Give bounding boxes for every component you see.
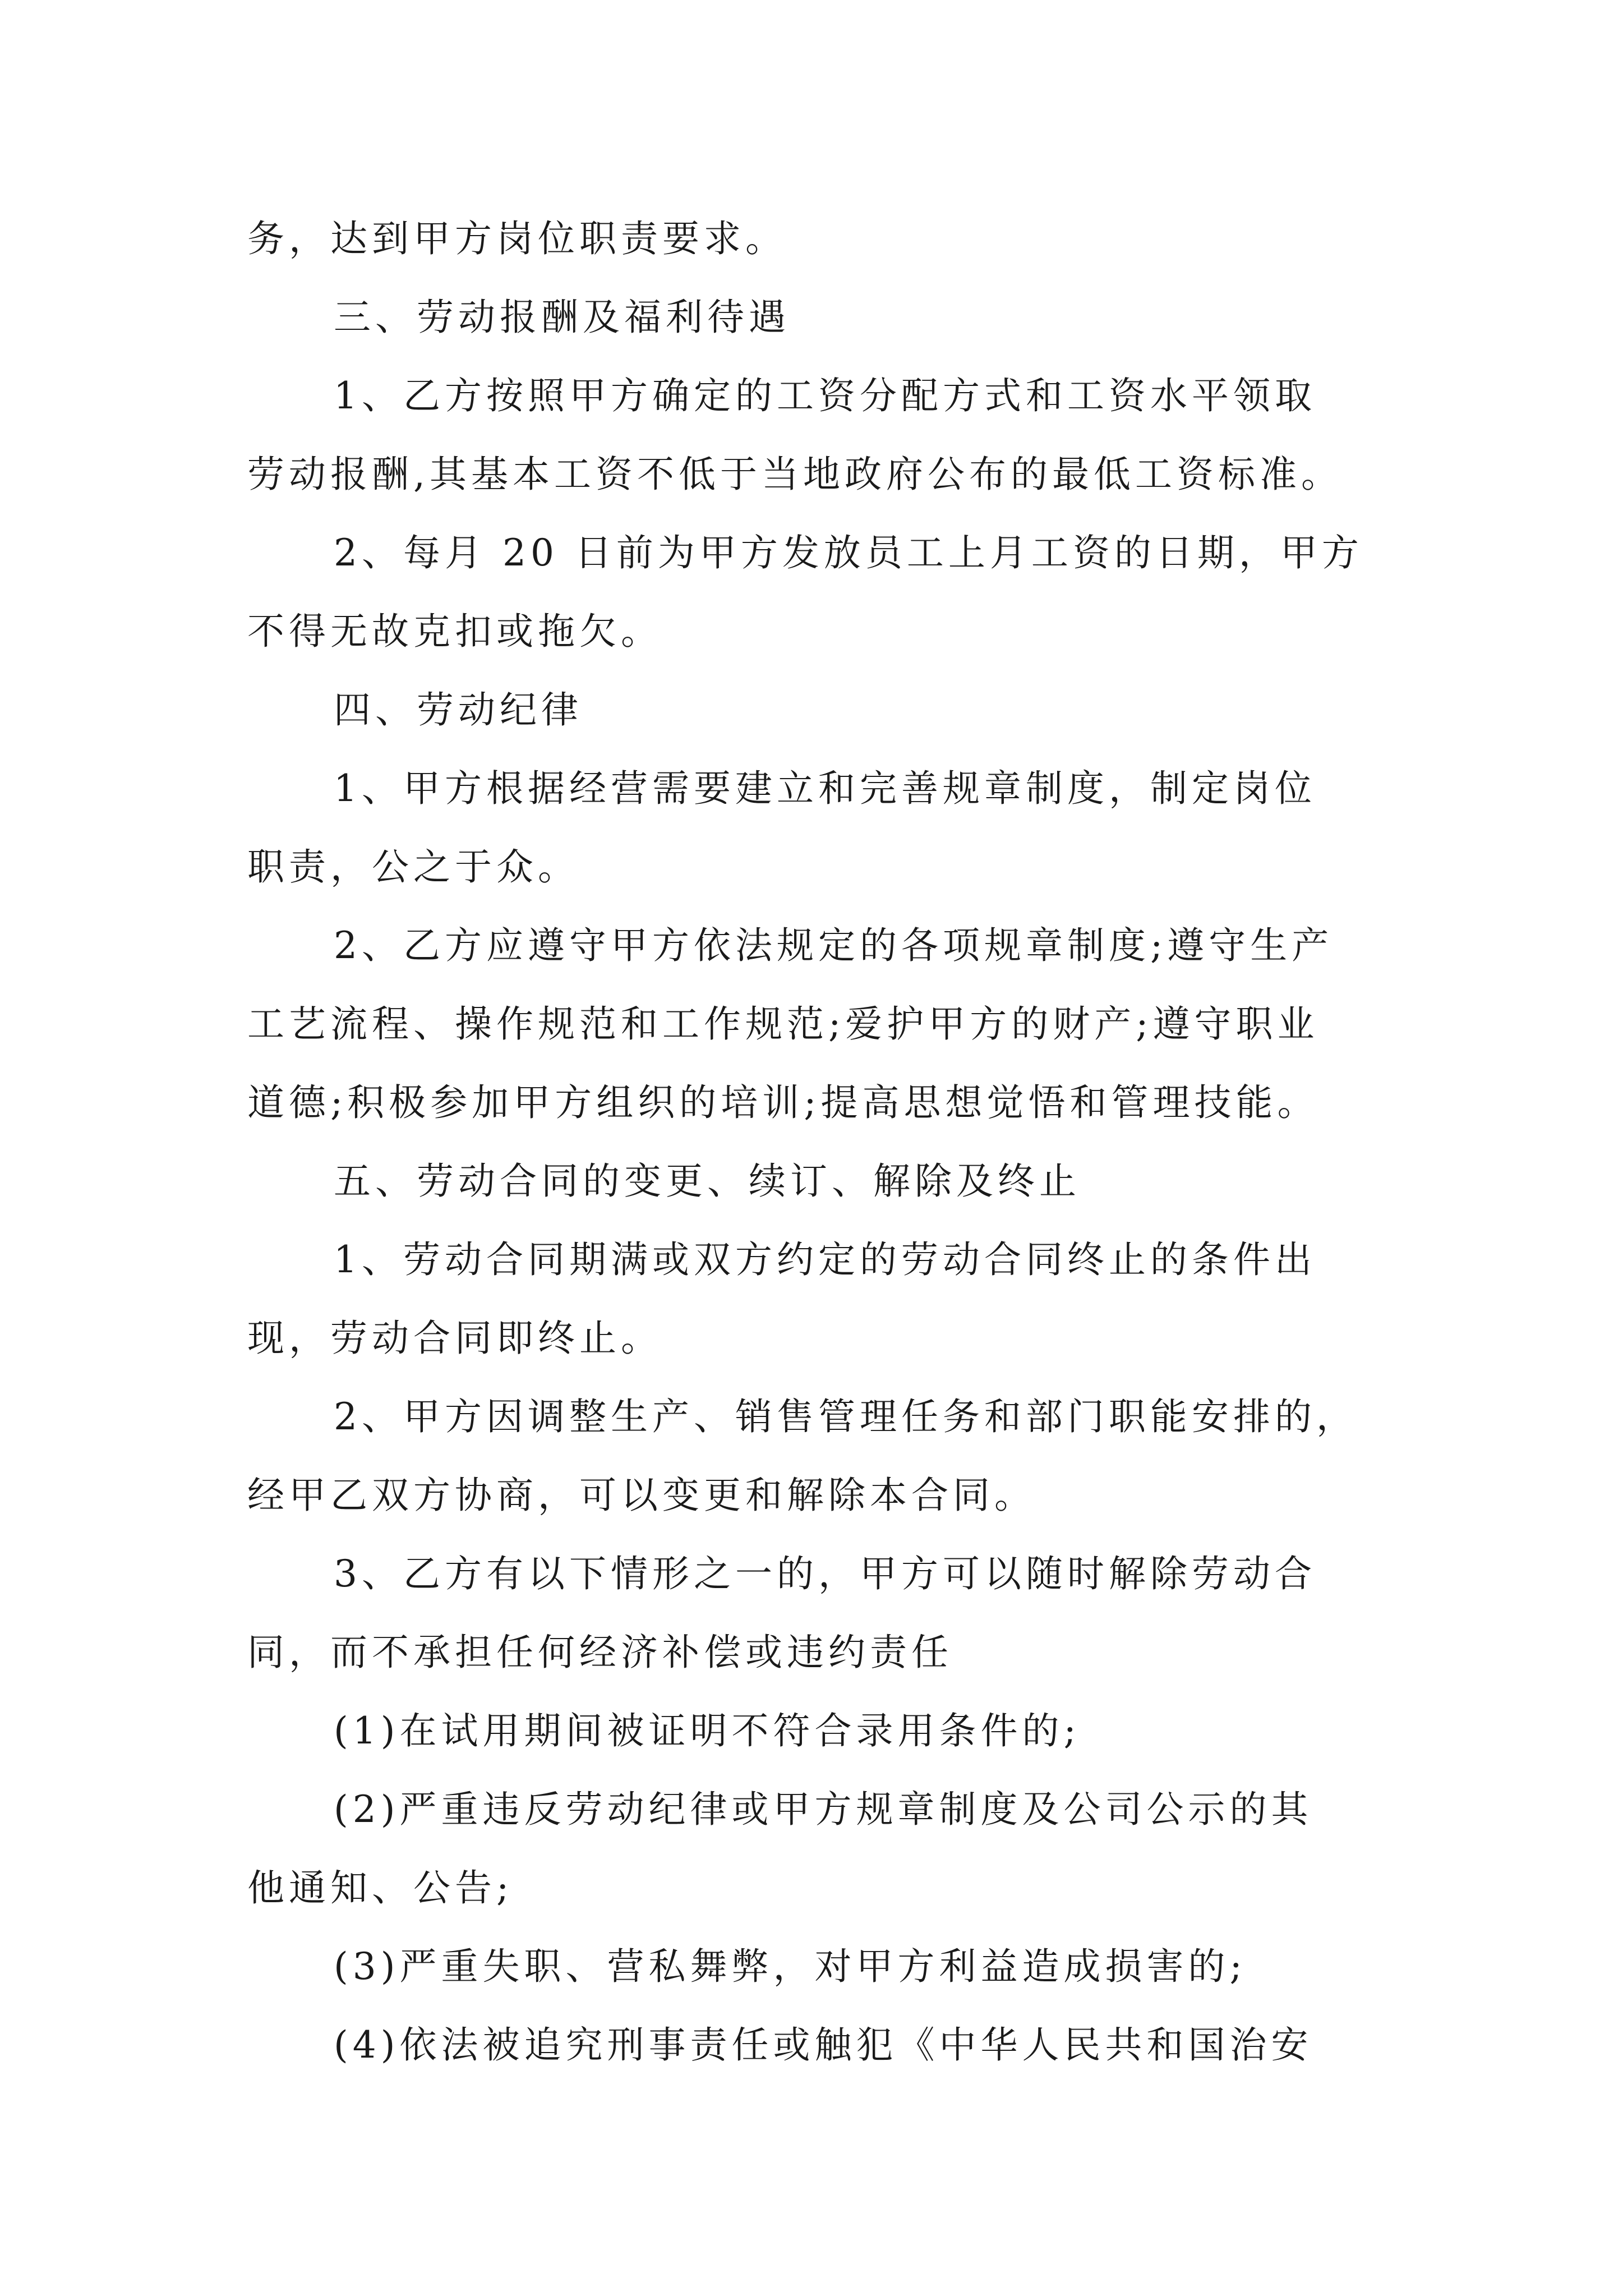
text-line: 经甲乙双方协商，可以变更和解除本合同。 <box>247 1474 1036 1517</box>
list-item: (3)严重失职、营私舞弊，对甲方利益造成损害的; <box>334 1945 1247 1988</box>
text-line: 不得无故克扣或拖欠。 <box>247 610 662 653</box>
text-line: 1、甲方根据经营需要建立和完善规章制度，制定岗位 <box>334 767 1316 810</box>
section-heading: 五、劳动合同的变更、续订、解除及终止 <box>334 1159 1081 1203</box>
section-heading: 三、劳动报酬及福利待遇 <box>334 296 790 339</box>
text-line: 3、乙方有以下情形之一的，甲方可以随时解除劳动合 <box>334 1552 1316 1595</box>
text-line: 现，劳动合同即终止。 <box>247 1317 662 1360</box>
text-line: 职责，公之于众。 <box>247 845 579 889</box>
text-line: 2、乙方应遵守甲方依法规定的各项规章制度;遵守生产 <box>334 924 1334 967</box>
list-item: (2)严重违反劳动纪律或甲方规章制度及公司公示的其 <box>334 1788 1313 1831</box>
text-line: 1、乙方按照甲方确定的工资分配方式和工资水平领取 <box>334 374 1316 417</box>
text-line: 务，达到甲方岗位职责要求。 <box>247 217 787 260</box>
text-line: 道德;积极参加甲方组织的培训;提高思想觉悟和管理技能。 <box>247 1081 1319 1124</box>
list-item: (4)依法被追究刑事责任或触犯《中华人民共和国治安 <box>334 2023 1313 2067</box>
text-line: 工艺流程、操作规范和工作规范;爱护甲方的财产;遵守职业 <box>247 1002 1319 1046</box>
text-line: 同，而不承担任何经济补偿或违约责任 <box>247 1631 953 1674</box>
document-body <box>247 200 1375 2085</box>
text-line: 1、劳动合同期满或双方约定的劳动合同终止的条件出 <box>334 1238 1316 1281</box>
text-line: 2、甲方因调整生产、销售管理任务和部门职能安排的， <box>334 1395 1358 1438</box>
text-line: 他通知、公告; <box>247 1866 514 1910</box>
text-line: 2、每月 20 日前为甲方发放员工上月工资的日期，甲方 <box>334 531 1363 574</box>
text-line: 劳动报酬,其基本工资不低于当地政府公布的最低工资标准。 <box>247 453 1343 496</box>
list-item: (1)在试用期间被证明不符合录用条件的; <box>334 1709 1081 1752</box>
section-heading: 四、劳动纪律 <box>334 688 583 731</box>
